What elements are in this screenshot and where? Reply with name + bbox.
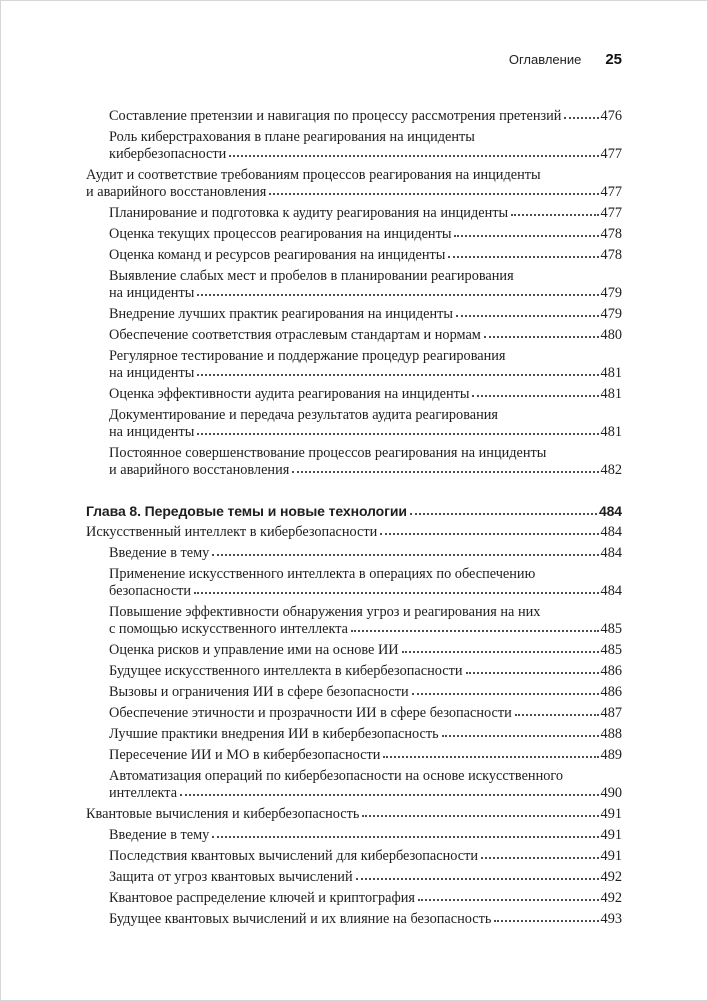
toc-entry-last-line <box>109 785 622 802</box>
toc-entry <box>86 167 622 201</box>
toc-entry <box>86 806 622 823</box>
toc-entry-last-line <box>109 285 622 302</box>
toc-entry-last-line <box>109 827 622 844</box>
toc-entry-line: Повышение эффективности обнаружения угроз и реагирования на них <box>109 604 541 620</box>
toc-entry-last-line <box>109 247 622 264</box>
toc-entry-text: Составление претензии и навигация по процессу рассмотрения претензий <box>109 108 562 124</box>
toc-entry-page: 487 <box>600 705 622 721</box>
toc-entry <box>86 684 622 701</box>
dot-leader <box>194 592 598 594</box>
toc-entry-page: 484 <box>600 583 622 599</box>
toc-entry-text: Последствия квантовых вычислений для кибербезопасности <box>109 848 479 864</box>
toc-entry-line: Выявление слабых мест и пробелов в планировании реагирования <box>109 268 514 284</box>
toc-entry-last-line <box>109 226 622 243</box>
toc-entry-last-line <box>109 306 622 323</box>
toc-entry <box>86 386 622 403</box>
toc-entry <box>86 306 622 323</box>
toc-entry-text: Пересечение ИИ и МО в кибербезопасности <box>109 747 381 763</box>
toc-entry-page: 485 <box>600 642 622 658</box>
toc-entry-text: на инциденты <box>109 285 195 301</box>
toc-entry <box>86 726 622 743</box>
toc-entry-page: 492 <box>600 890 622 906</box>
toc-entry-text: Введение в тему <box>109 827 210 843</box>
toc-entry-page: 491 <box>600 848 622 864</box>
toc-entry-text: Оценка рисков и управление ими на основе ИИ <box>109 642 399 658</box>
toc-entry-text: Квантовое распределение ключей и криптография <box>109 890 415 906</box>
toc-entry <box>86 890 622 907</box>
toc-entry <box>86 524 622 541</box>
toc-entry-page: 491 <box>600 827 622 843</box>
toc-entry-text: интеллекта <box>109 785 178 801</box>
toc-entry-text: с помощью искусственного интеллекта <box>109 621 348 637</box>
toc-entry <box>86 869 622 886</box>
dot-leader <box>410 513 597 515</box>
toc-entry-text: Обеспечение соответствия отраслевым стандартам и нормам <box>109 327 481 343</box>
toc-entry <box>86 911 622 928</box>
toc-entry-line: Применение искусственного интеллекта в операциях по обеспечению <box>109 566 536 582</box>
toc-entry-text: и аварийного восстановления <box>86 184 267 200</box>
toc-entry-page: 480 <box>600 327 622 343</box>
toc-entry-line: Автоматизация операций по кибербезопасности на основе искусственного <box>109 768 564 784</box>
toc-entry-text: и аварийного восстановления <box>109 462 290 478</box>
dot-leader <box>466 672 599 674</box>
toc-entry-page: 484 <box>600 545 622 561</box>
toc-list <box>86 108 622 928</box>
toc-entry-page: 476 <box>600 108 622 124</box>
dot-leader <box>212 836 598 838</box>
toc-entry-last-line <box>109 747 622 764</box>
dot-leader <box>454 235 598 237</box>
dot-leader <box>448 256 598 258</box>
toc-entry-text: Обеспечение этичности и прозрачности ИИ в сфере безопасности <box>109 705 512 721</box>
toc-entry-last-line <box>86 184 622 201</box>
toc-entry-page: 486 <box>600 663 622 679</box>
dot-leader <box>180 794 599 796</box>
toc-entry <box>86 445 622 479</box>
toc-entry <box>86 247 622 264</box>
toc-entry-last-line <box>109 108 622 125</box>
toc-entry-last-line <box>109 663 622 680</box>
toc-entry-page: 492 <box>600 869 622 885</box>
toc-entry-line: Роль киберстрахования в плане реагирования на инциденты <box>109 129 475 145</box>
toc-entry-text: Будущее квантовых вычислений и их влияние на безопасность <box>109 911 492 927</box>
dot-leader <box>197 433 598 435</box>
dot-leader <box>481 857 599 859</box>
dot-leader <box>511 214 598 216</box>
dot-leader <box>292 471 598 473</box>
toc-entry <box>86 747 622 764</box>
toc-entry <box>86 108 622 125</box>
toc-entry-last-line <box>86 503 622 520</box>
dot-leader <box>515 714 599 716</box>
toc-entry <box>86 226 622 243</box>
toc-entry-text: Вызовы и ограничения ИИ в сфере безопасности <box>109 684 409 700</box>
toc-entry-text: на инциденты <box>109 365 195 381</box>
toc-entry-last-line <box>109 424 622 441</box>
running-head-title: Оглавление <box>508 52 582 67</box>
toc-entry-text: Лучшие практики внедрения ИИ в кибербезопасность <box>109 726 439 742</box>
toc-entry-text: Искусственный интеллект в кибербезопасности <box>86 524 378 540</box>
toc-entry-last-line <box>109 545 622 562</box>
toc-entry-last-line <box>109 726 622 743</box>
toc-entry-last-line <box>109 848 622 865</box>
toc-entry <box>86 407 622 441</box>
toc-entry <box>86 663 622 680</box>
toc-entry-page: 484 <box>598 503 622 519</box>
toc-entry-page: 477 <box>600 146 622 162</box>
toc-entry-page: 478 <box>600 226 622 242</box>
toc-entry <box>86 545 622 562</box>
toc-entry-text: Квантовые вычисления и кибербезопасность <box>86 806 360 822</box>
toc-entry-last-line <box>109 621 622 638</box>
dot-leader <box>351 630 599 632</box>
dot-leader <box>356 878 599 880</box>
toc-entry-page: 491 <box>600 806 622 822</box>
toc-entry-page: 488 <box>600 726 622 742</box>
toc-entry-last-line <box>109 146 622 163</box>
toc-entry-last-line <box>109 386 622 403</box>
dot-leader <box>564 117 598 119</box>
dot-leader <box>383 756 598 758</box>
toc-entry-page: 479 <box>600 285 622 301</box>
dot-leader <box>472 395 598 397</box>
dot-leader <box>494 920 598 922</box>
toc-entry-page: 477 <box>600 184 622 200</box>
toc-entry-last-line <box>109 205 622 222</box>
toc-entry-text: Оценка эффективности аудита реагирования на инциденты <box>109 386 470 402</box>
toc-entry <box>86 268 622 302</box>
toc-entry-text: Введение в тему <box>109 545 210 561</box>
toc-entry-text: Будущее искусственного интеллекта в кибербезопасности <box>109 663 463 679</box>
toc-entry <box>86 604 622 638</box>
toc-entry-line: Документирование и передача результатов аудита реагирования <box>109 407 498 423</box>
dot-leader <box>402 651 599 653</box>
toc-entry <box>86 503 622 520</box>
toc-entry-page: 493 <box>600 911 622 927</box>
toc-entry-line: Регулярное тестирование и поддержание процедур реагирования <box>109 348 506 364</box>
toc-entry-text: Глава 8. Передовые темы и новые технологии <box>86 503 407 519</box>
dot-leader <box>484 336 599 338</box>
toc-entry-last-line <box>109 869 622 886</box>
toc-entry-last-line <box>109 365 622 382</box>
toc-entry <box>86 768 622 802</box>
toc-entry-page: 485 <box>600 621 622 637</box>
toc-entry-page: 479 <box>600 306 622 322</box>
toc-entry <box>86 566 622 600</box>
toc-entry-line: Аудит и соответствие требованиям процессов реагирования на инциденты <box>86 167 541 183</box>
toc-entry-last-line <box>86 806 622 823</box>
toc-entry-last-line <box>109 462 622 479</box>
page-number: 25 <box>605 51 622 68</box>
dot-leader <box>456 315 599 317</box>
toc-entry-text: на инциденты <box>109 424 195 440</box>
dot-leader <box>380 533 598 535</box>
toc-entry <box>86 827 622 844</box>
toc-entry-page: 484 <box>600 524 622 540</box>
toc-entry-page: 490 <box>600 785 622 801</box>
dot-leader <box>269 193 598 195</box>
toc-entry <box>86 205 622 222</box>
toc-entry-last-line <box>86 524 622 541</box>
toc-entry-page: 486 <box>600 684 622 700</box>
dot-leader <box>418 899 599 901</box>
dot-leader <box>212 554 598 556</box>
dot-leader <box>442 735 599 737</box>
toc-entry-page: 481 <box>600 424 622 440</box>
dot-leader <box>197 294 598 296</box>
toc-entry <box>86 642 622 659</box>
toc-entry-text: Внедрение лучших практик реагирования на инциденты <box>109 306 453 322</box>
toc-entry-page: 482 <box>600 462 622 478</box>
toc-entry <box>86 129 622 163</box>
dot-leader <box>362 815 598 817</box>
dot-leader <box>197 374 598 376</box>
toc-entry-text: Оценка команд и ресурсов реагирования на инциденты <box>109 247 446 263</box>
toc-entry-last-line <box>109 890 622 907</box>
toc-entry-last-line <box>109 911 622 928</box>
toc-entry-last-line <box>109 684 622 701</box>
toc-entry-last-line <box>109 705 622 722</box>
toc-entry-line: Постоянное совершенствование процессов реагирования на инциденты <box>109 445 547 461</box>
toc-entry-text: Планирование и подготовка к аудиту реагирования на инциденты <box>109 205 509 221</box>
toc-entry-text: Защита от угроз квантовых вычислений <box>109 869 353 885</box>
toc-entry-page: 477 <box>600 205 622 221</box>
toc-entry-text: кибербезопасности <box>109 146 227 162</box>
toc-entry-text: безопасности <box>109 583 192 599</box>
toc-entry <box>86 348 622 382</box>
toc-entry-last-line <box>109 327 622 344</box>
toc-entry-page: 489 <box>600 747 622 763</box>
page-header <box>86 51 622 68</box>
toc-entry-text: Оценка текущих процессов реагирования на инциденты <box>109 226 452 242</box>
toc-entry-last-line <box>109 642 622 659</box>
dot-leader <box>229 155 598 157</box>
page-content <box>86 51 622 928</box>
toc-entry <box>86 848 622 865</box>
toc-entry <box>86 705 622 722</box>
toc-entry <box>86 327 622 344</box>
toc-entry-page: 481 <box>600 365 622 381</box>
toc-entry-page: 481 <box>600 386 622 402</box>
toc-entry-last-line <box>109 583 622 600</box>
dot-leader <box>412 693 599 695</box>
toc-entry-page: 478 <box>600 247 622 263</box>
